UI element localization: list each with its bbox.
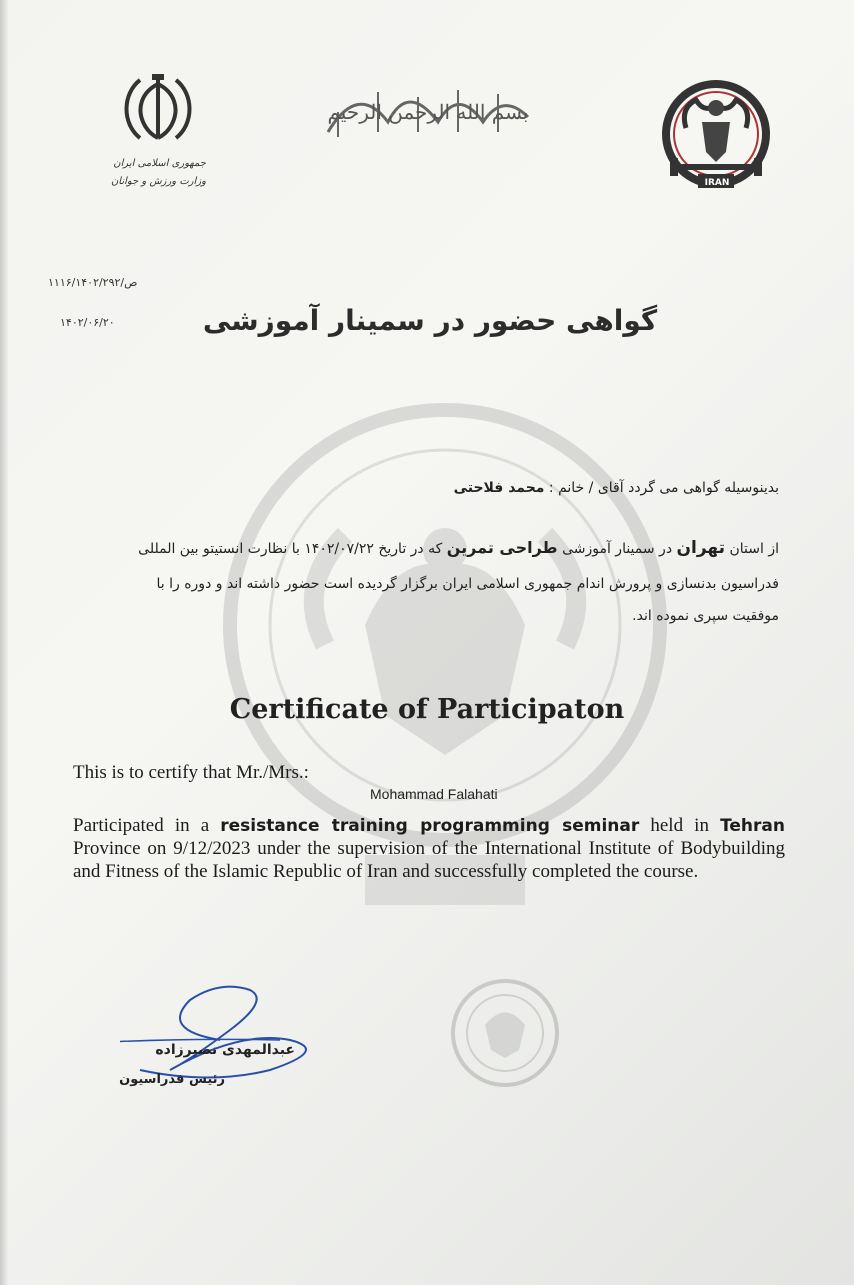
english-text: Participated in a (73, 815, 221, 836)
persian-province: تهران (676, 538, 726, 558)
english-certify-line: This is to certify that Mr./Mrs.: (73, 762, 309, 783)
basmala-text: بسم الله الرحمن الرحیم (327, 100, 529, 124)
persian-certify-line (79, 478, 779, 499)
persian-recipient-name: محمد فلاحتی (453, 480, 545, 496)
english-text: held in (639, 815, 721, 836)
english-title: Certificate of Participaton (229, 694, 625, 725)
persian-text: از استان (729, 541, 779, 557)
federation-stamp-icon (440, 975, 570, 1095)
persian-certify-prefix: بدینوسیله گواهی می گردد آقای / خانم : (548, 480, 779, 496)
signatory-name: عبدالمهدی نصیرزاده (155, 1042, 295, 1058)
persian-paragraph-line-1 (69, 536, 779, 562)
persian-title: گواهی حضور در سمینار آموزشی (202, 304, 658, 337)
english-city: Tehran (720, 816, 785, 836)
english-body (73, 814, 785, 884)
persian-paragraph-line-2: فدراسیون بدنسازی و پرورش اندام جمهوری اسلامی ایران برگزار گردیده است حضور داشته اند و دوره را با (156, 576, 779, 592)
federation-logo-label: IRAN (704, 178, 730, 188)
reference-number: ۱۱۱۶/ص/۱۴۰۲/۲۹۲ (48, 276, 138, 289)
persian-text: در سمینار آموزشی (562, 541, 673, 557)
english-seminar-title: resistance training programming seminar (220, 816, 640, 836)
gov-line-2: وزارت ورزش و جوانان (110, 176, 206, 187)
gov-line-1: جمهوری اسلامی ایران (113, 158, 206, 169)
persian-paragraph-line-3: موفقیت سپری نموده اند. (632, 608, 779, 624)
english-text: Province on 9/12/2023 under the supervision of the International Institute of Bodybuilding and Fitness of the Islamic Republic of Iran and successfully completed the course. (73, 838, 785, 883)
basmala-calligraphy (318, 72, 538, 152)
persian-text: که در تاریخ ۱۴۰۲/۰۷/۲۲ با نظارت انستیتو بین المللی (138, 541, 443, 557)
iran-emblem-icon (118, 70, 198, 150)
signatory-role: رئیس فدراسیون (119, 1072, 225, 1087)
reference-date: ۱۴۰۲/۰۶/۲۰ (60, 316, 115, 329)
persian-seminar-title: طراحی تمرین (446, 538, 558, 557)
english-recipient-name: Mohammad Falahati (370, 786, 498, 802)
